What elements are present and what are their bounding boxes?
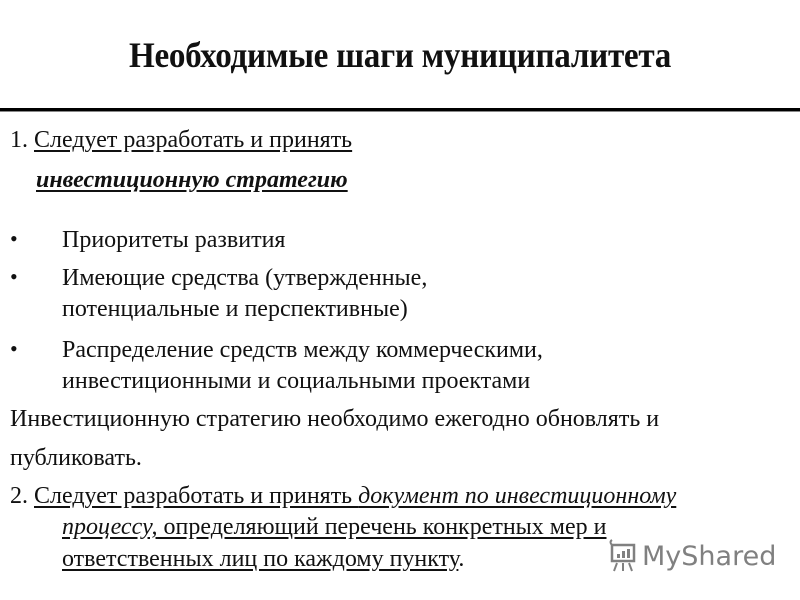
item2-line2: [62, 513, 607, 541]
watermark: [608, 536, 776, 576]
bullet-icon: •: [10, 336, 18, 361]
item1-line1: [10, 126, 352, 154]
bullet-icon: •: [10, 264, 18, 289]
bullet-2-line2: потенциальные и перспективные): [62, 296, 408, 322]
watermark-text: MyShared: [642, 540, 777, 572]
bullet-icon: •: [10, 226, 18, 251]
presentation-board-icon: [608, 539, 638, 573]
item1-text: Следует разработать и принять: [34, 127, 353, 153]
item1-emphasis: инвестиционную стратегию: [36, 167, 348, 193]
bullet-1: Приоритеты развития: [62, 227, 286, 253]
item1-number: 1.: [10, 127, 28, 153]
item2-plain-2: определяющий перечень конкретных мер и: [157, 514, 607, 540]
item2-line1: [10, 482, 676, 510]
item2-italic-2: процессу,: [62, 514, 158, 540]
bullet-3-line2: инвестиционными и социальными проектами: [62, 368, 531, 394]
note-line2: публиковать.: [10, 445, 142, 471]
bullet-3-line1: Распределение средств между коммерческими,: [62, 337, 543, 363]
item2-plain: Следует разработать и принять: [34, 483, 359, 509]
item2-line3: [62, 545, 464, 573]
item1-line2: [36, 166, 348, 194]
item2-number: 2.: [10, 483, 28, 509]
note-line1: Инвестиционную стратегию необходимо ежегодно обновлять и: [10, 406, 660, 432]
item2-line3-text: ответственных лиц по каждому пункту: [62, 546, 459, 572]
item2-line2-text: [62, 514, 607, 540]
item2-text: [34, 483, 676, 509]
item2-italic: документ по инвестиционному: [358, 483, 677, 509]
bullet-2-line1: Имеющие средства (утвержденные,: [62, 265, 428, 291]
item2-period: .: [458, 546, 465, 572]
title-divider: [0, 108, 800, 112]
slide-title: Необходимые шаги муниципалитета: [128, 35, 672, 75]
